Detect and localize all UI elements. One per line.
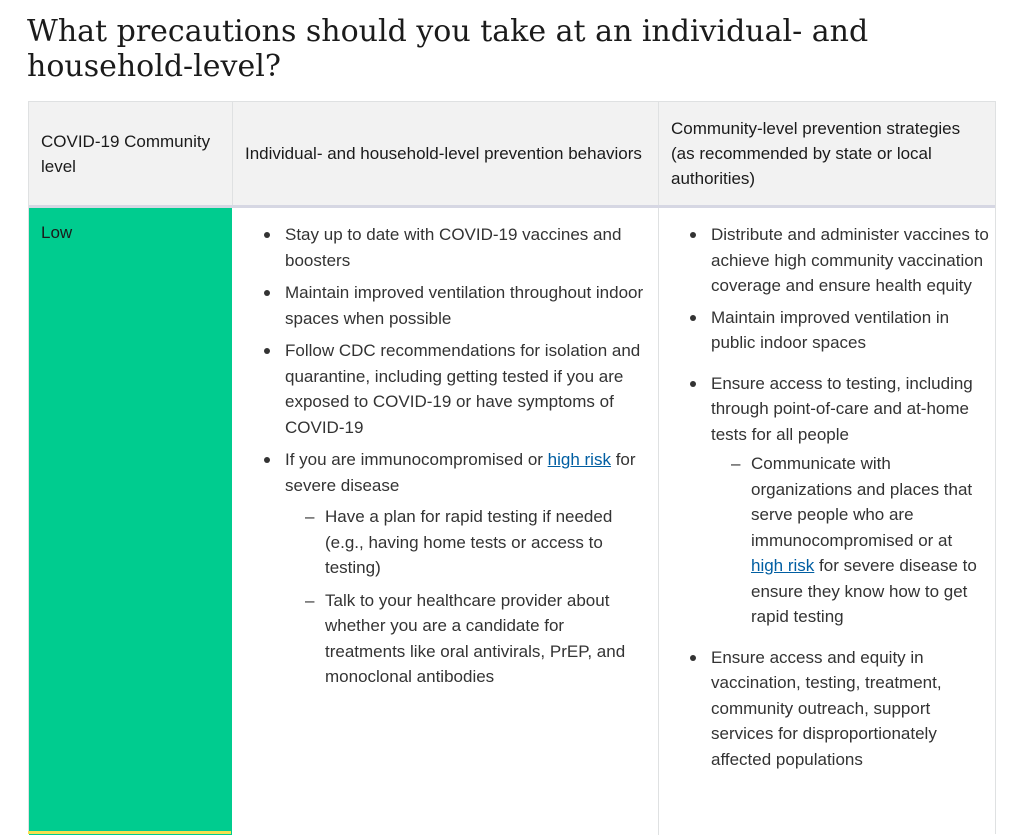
list-item-text: Maintain improved ventilation throughout indoor spaces when possible xyxy=(285,283,644,328)
bullet-icon xyxy=(690,315,696,321)
testing-sublist xyxy=(731,451,989,630)
list-item-text: Distribute and administer vaccines to achieve high community vaccination coverage and ensure health equity xyxy=(711,225,989,295)
table-header xyxy=(29,102,995,208)
header-community-level-text: COVID-19 Community level xyxy=(41,131,211,176)
bullet-icon xyxy=(264,457,270,463)
individual-behaviors-list xyxy=(285,222,645,697)
list-item xyxy=(711,645,989,773)
sub-list-item xyxy=(305,504,645,581)
precautions-table xyxy=(28,101,996,834)
bullet-icon xyxy=(690,232,696,238)
list-item xyxy=(285,338,645,440)
dash-icon: – xyxy=(731,454,741,473)
sub-list-item-text: Talk to your healthcare provider about whether you are a candidate for treatments like oral antivirals, PrEP, and monoclonal antibodies xyxy=(325,590,626,686)
high-risk-link[interactable]: high risk xyxy=(547,450,611,469)
list-item xyxy=(711,371,989,630)
sub-list-item-text: Have a plan for rapid testing if needed (e.g., having home tests or access to testing) xyxy=(325,507,613,577)
list-item-text: Ensure access to testing, including through point-of-care and at-home tests for all people xyxy=(711,373,973,444)
community-strategies-list xyxy=(711,222,989,778)
high-risk-link[interactable]: high risk xyxy=(751,556,815,575)
community-strategies-cell xyxy=(658,208,995,835)
bullet-icon xyxy=(264,348,270,354)
bullet-icon xyxy=(264,290,270,296)
list-item xyxy=(285,447,645,690)
dash-icon: – xyxy=(305,507,315,526)
bullet-icon xyxy=(690,381,696,387)
list-item xyxy=(285,222,645,273)
immunocompromised-sublist xyxy=(305,504,645,690)
sub-list-item xyxy=(731,451,989,630)
level-label: Low xyxy=(41,223,73,242)
bullet-icon xyxy=(264,232,270,238)
list-item xyxy=(711,222,989,299)
dash-icon: – xyxy=(305,590,315,610)
individual-behaviors-cell xyxy=(232,208,658,835)
header-community-level xyxy=(29,102,232,205)
page-title: What precautions should you take at an individual- and household-level? xyxy=(27,14,869,84)
header-community-strategies xyxy=(658,102,995,205)
bullet-icon xyxy=(690,655,696,661)
list-item-text: Maintain improved ventilation in public indoor spaces xyxy=(711,307,950,352)
header-individual-behaviors-text: Individual- and household-level prevention behaviors xyxy=(245,144,642,163)
list-item-text: Stay up to date with COVID-19 vaccines and boosters xyxy=(285,225,622,270)
sub-list-item xyxy=(305,588,645,690)
sub-list-item-text: Communicate with organizations and places that serve people who are immunocompromised or at xyxy=(751,454,973,550)
list-item-text: If you are immunocompromised or xyxy=(285,450,548,469)
sub-list-item-text-continued: for severe disease to ensure they know how to get rapid testing xyxy=(751,556,977,626)
header-community-strategies-text: Community-level prevention strategies (as recommended by state or local authorities) xyxy=(671,119,961,188)
list-item-text-continued: for severe disease xyxy=(285,450,636,495)
list-item xyxy=(285,280,645,331)
level-cell-low xyxy=(29,208,232,835)
list-item-text: Follow CDC recommendations for isolation and quarantine, including getting tested if you are exposed to COVID-19 or have symptoms of COVID-19 xyxy=(285,341,641,437)
list-item xyxy=(711,305,989,356)
list-item-text: Ensure access and equity in vaccination, testing, treatment, community outreach, support services for disproportionately affected populations xyxy=(711,647,942,769)
header-individual-behaviors xyxy=(232,102,658,205)
